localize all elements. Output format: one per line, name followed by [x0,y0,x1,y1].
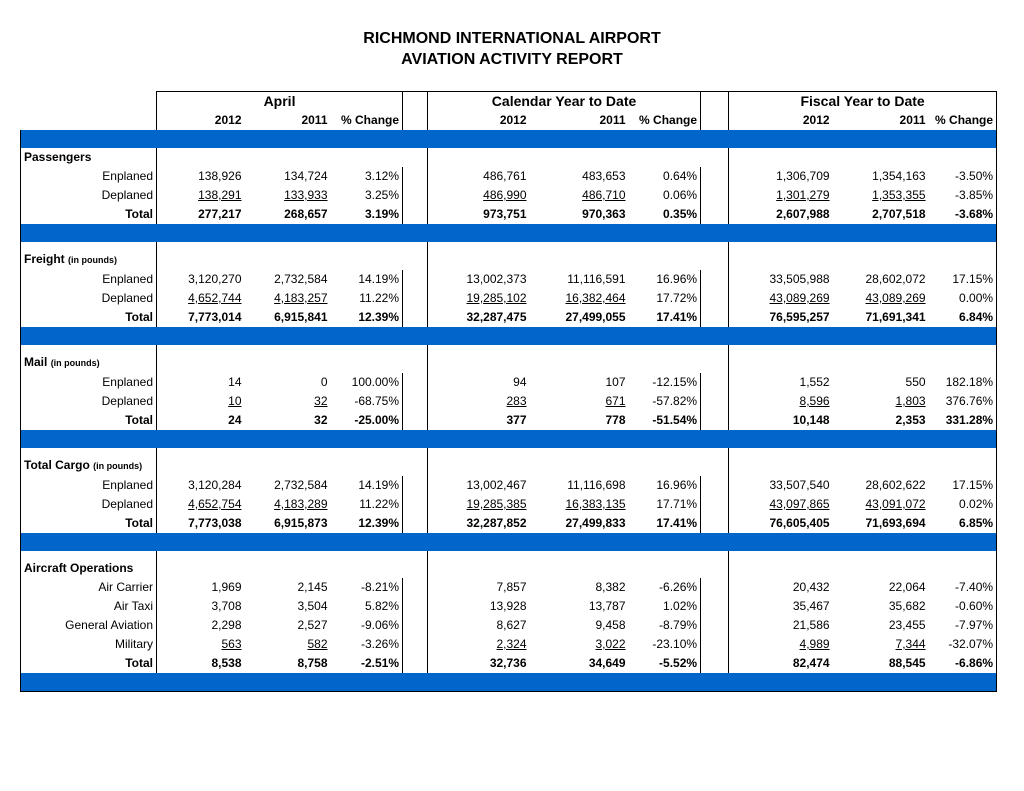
value-cell: 34,649 [588,656,626,670]
value-cell: 43,089,269 [769,291,830,305]
value-cell: 7,344 [895,637,926,651]
section-unit: (in pounds) [50,358,100,368]
value-cell: 2,732,584 [274,478,328,492]
value-cell: 13,002,467 [466,478,527,492]
percent-change-cell: -9.06% [361,618,400,632]
value-cell: 134,724 [284,169,328,183]
col-change: % Change [639,113,698,127]
percent-change-cell: -51.54% [652,413,698,427]
percent-change-cell: -12.15% [652,375,698,389]
year-header-row [21,111,997,130]
value-cell: 970,363 [582,207,626,221]
value-cell: 8,627 [496,618,527,632]
value-cell: 2,298 [211,618,242,632]
value-cell: 1,353,355 [872,188,926,202]
value-cell: 563 [221,637,242,651]
value-cell: 4,183,289 [274,497,328,511]
percent-change-cell: 3.12% [365,169,400,183]
section-header-row [21,148,997,167]
percent-change-cell: -3.50% [955,169,994,183]
row-label: Deplaned [21,495,157,514]
spacer-row [21,448,997,456]
value-cell: 35,682 [888,599,926,613]
value-cell: 33,505,988 [769,272,830,286]
data-row [21,495,997,514]
value-cell: 13,787 [588,599,626,613]
value-cell: 32,736 [489,656,527,670]
percent-change-cell: 17.15% [952,478,994,492]
value-cell: 778 [605,413,626,427]
col-change: % Change [341,113,400,127]
value-cell: 4,989 [799,637,830,651]
value-cell: 2,707,518 [872,207,926,221]
value-cell: 2,607,988 [776,207,830,221]
percent-change-cell: 0.06% [663,188,698,202]
percent-change-cell: -7.97% [955,618,994,632]
row-label: General Aviation [21,616,157,635]
value-cell: 486,710 [582,188,626,202]
value-cell: 6,915,873 [274,516,328,530]
percent-change-cell: -3.26% [361,637,400,651]
value-cell: 3,022 [595,637,626,651]
percent-change-cell: -2.51% [361,656,400,670]
blue-divider-row [21,224,997,242]
value-cell: 8,596 [799,394,830,408]
value-cell: 2,527 [297,618,328,632]
value-cell: 3,120,284 [188,478,242,492]
value-cell: 8,538 [211,656,242,670]
value-cell: 582 [307,637,328,651]
value-cell: 1,306,709 [776,169,830,183]
percent-change-cell: -7.40% [955,580,994,594]
value-cell: 16,383,135 [565,497,626,511]
row-label: Deplaned [21,392,157,411]
value-cell: 19,285,385 [466,497,527,511]
value-cell: 8,382 [595,580,626,594]
data-row [21,597,997,616]
value-cell: 27,499,833 [565,516,626,530]
value-cell: 1,552 [799,375,830,389]
percent-change-cell: -6.26% [659,580,698,594]
value-cell: 268,657 [284,207,328,221]
value-cell: 1,969 [211,580,242,594]
value-cell: 4,652,744 [188,291,242,305]
data-row [21,476,997,495]
total-row [21,411,997,430]
value-cell: 973,751 [483,207,527,221]
value-cell: 20,432 [792,580,830,594]
value-cell: 7,773,038 [188,516,242,530]
row-label: Enplaned [21,167,157,186]
value-cell: 11,116,698 [567,478,626,492]
data-row [21,270,997,289]
percent-change-cell: -68.75% [354,394,400,408]
blue-divider-row [21,327,997,345]
value-cell: 483,653 [582,169,626,183]
percent-change-cell: 1.02% [663,599,698,613]
value-cell: 3,708 [211,599,242,613]
percent-change-cell: -5.52% [659,656,698,670]
section-header-row [21,353,997,373]
percent-change-cell: 5.82% [365,599,400,613]
row-label: Deplaned [21,289,157,308]
value-cell: 21,586 [792,618,830,632]
activity-table [20,91,997,692]
value-cell: 24 [228,413,242,427]
percent-change-cell: 100.00% [351,375,400,389]
data-row [21,186,997,205]
percent-change-cell: 17.41% [656,516,698,530]
group-header-calendar: Calendar Year to Date [428,92,701,112]
value-cell: 2,732,584 [274,272,328,286]
section-name: Passengers [24,150,92,164]
data-row [21,578,997,597]
group-header-april: April [157,92,403,112]
percent-change-cell: 17.71% [656,497,698,511]
percent-change-cell: -8.21% [361,580,400,594]
col-2012: 2012 [802,113,830,127]
percent-change-cell: 0.02% [959,497,994,511]
value-cell: 1,354,163 [872,169,926,183]
percent-change-cell: 3.19% [365,207,400,221]
section-title [21,250,157,270]
percent-change-cell: 14.19% [358,478,400,492]
value-cell: 7,773,014 [188,310,242,324]
section-name: Total Cargo [24,458,90,472]
value-cell: 13,002,373 [466,272,527,286]
value-cell: 138,926 [198,169,242,183]
percent-change-cell: 17.72% [656,291,698,305]
row-label: Deplaned [21,186,157,205]
data-row [21,289,997,308]
percent-change-cell: 12.39% [358,516,400,530]
value-cell: 10,148 [792,413,830,427]
percent-change-cell: -6.86% [955,656,994,670]
total-row [21,205,997,224]
percent-change-cell: -23.10% [652,637,698,651]
value-cell: 28,602,072 [865,272,926,286]
spacer-row [21,345,997,353]
value-cell: 277,217 [198,207,242,221]
percent-change-cell: 376.76% [945,394,994,408]
section-title [21,456,157,476]
value-cell: 32 [314,394,328,408]
value-cell: 43,091,072 [865,497,926,511]
percent-change-cell: -0.60% [955,599,994,613]
value-cell: 23,455 [888,618,926,632]
group-header-fiscal: Fiscal Year to Date [729,92,997,112]
value-cell: 19,285,102 [466,291,527,305]
percent-change-cell: 11.22% [359,291,400,305]
value-cell: 1,301,279 [776,188,830,202]
value-cell: 27,499,055 [565,310,626,324]
percent-change-cell: 17.15% [952,272,994,286]
value-cell: 7,857 [496,580,527,594]
value-cell: 82,474 [792,656,830,670]
percent-change-cell: 6.84% [959,310,994,324]
section-header-row [21,559,997,578]
col-change: % Change [929,111,997,130]
value-cell: 22,064 [888,580,926,594]
percent-change-cell: -8.79% [659,618,698,632]
value-cell: 11,116,591 [567,272,626,286]
value-cell: 2,353 [895,413,926,427]
value-cell: 32 [314,413,328,427]
value-cell: 550 [905,375,926,389]
col-2011: 2011 [301,113,328,127]
row-label: Enplaned [21,270,157,289]
percent-change-cell: -3.85% [955,188,994,202]
data-row [21,635,997,654]
value-cell: 16,382,464 [565,291,626,305]
value-cell: 107 [605,375,626,389]
section-title [21,559,157,578]
percent-change-cell: 16.96% [656,272,698,286]
value-cell: 71,691,341 [865,310,926,324]
value-cell: 4,652,754 [188,497,242,511]
value-cell: 1,803 [895,394,926,408]
value-cell: 76,605,405 [769,516,830,530]
value-cell: 94 [513,375,527,389]
row-label: Enplaned [21,373,157,392]
row-label: Air Carrier [21,578,157,597]
value-cell: 35,467 [792,599,830,613]
percent-change-cell: 0.64% [663,169,698,183]
percent-change-cell: 3.25% [365,188,400,202]
value-cell: 2,324 [496,637,527,651]
total-row [21,654,997,673]
value-cell: 43,097,865 [769,497,830,511]
value-cell: 14 [228,375,242,389]
percent-change-cell: -32.07% [948,637,994,651]
value-cell: 6,915,841 [274,310,328,324]
total-row [21,308,997,327]
total-row [21,514,997,533]
row-label: Total [21,411,157,430]
data-row [21,392,997,411]
value-cell: 9,458 [595,618,626,632]
blue-divider-row [21,130,997,148]
value-cell: 76,595,257 [769,310,830,324]
value-cell: 3,120,270 [188,272,242,286]
value-cell: 3,504 [297,599,328,613]
value-cell: 377 [506,413,527,427]
group-header-row [21,92,997,112]
percent-change-cell: 17.41% [656,310,698,324]
value-cell: 32,287,475 [466,310,527,324]
value-cell: 28,602,622 [865,478,926,492]
col-2011: 2011 [899,113,926,127]
section-name: Freight [24,252,65,266]
percent-change-cell: 331.28% [945,413,994,427]
section-unit: (in pounds) [68,255,118,265]
value-cell: 88,545 [888,656,926,670]
value-cell: 32,287,852 [466,516,527,530]
section-name: Mail [24,355,48,369]
col-2011: 2011 [599,113,626,127]
row-label: Total [21,308,157,327]
row-label: Air Taxi [21,597,157,616]
value-cell: 671 [605,394,626,408]
percent-change-cell: 6.85% [959,516,994,530]
value-cell: 283 [506,394,527,408]
value-cell: 0 [320,375,328,389]
value-cell: 486,761 [483,169,527,183]
value-cell: 138,291 [198,188,242,202]
percent-change-cell: 0.00% [959,291,994,305]
value-cell: 2,145 [297,580,328,594]
blue-divider-row [21,533,997,551]
row-label: Military [21,635,157,654]
percent-change-cell: 16.96% [656,478,698,492]
section-title [21,148,157,167]
value-cell: 486,990 [483,188,527,202]
percent-change-cell: 0.35% [663,207,698,221]
value-cell: 8,758 [297,656,328,670]
percent-change-cell: 182.18% [945,375,994,389]
percent-change-cell: 11.22% [359,497,400,511]
blue-divider-row [21,430,997,448]
section-title [21,353,157,373]
data-row [21,167,997,186]
data-row [21,373,997,392]
row-label: Total [21,514,157,533]
percent-change-cell: -3.68% [955,207,994,221]
value-cell: 71,693,694 [865,516,926,530]
row-label: Total [21,205,157,224]
section-name: Aircraft Operations [24,561,134,575]
value-cell: 10 [228,394,242,408]
row-label: Total [21,654,157,673]
value-cell: 4,183,257 [274,291,328,305]
row-label: Enplaned [21,476,157,495]
report-subtitle: AVIATION ACTIVITY REPORT [401,51,623,68]
blue-divider-row [21,673,997,692]
value-cell: 133,933 [284,188,328,202]
percent-change-cell: 12.39% [358,310,400,324]
value-cell: 43,089,269 [865,291,926,305]
percent-change-cell: -57.82% [652,394,698,408]
percent-change-cell: 14.19% [358,272,400,286]
value-cell: 13,928 [489,599,527,613]
col-2012: 2012 [499,113,527,127]
section-header-row [21,456,997,476]
spacer-row [21,551,997,559]
percent-change-cell: -25.00% [354,413,400,427]
value-cell: 33,507,540 [769,478,830,492]
section-unit: (in pounds) [93,461,143,471]
report-title: RICHMOND INTERNATIONAL AIRPORT [363,30,661,47]
col-2012: 2012 [157,111,245,130]
spacer-row [21,242,997,250]
section-header-row [21,250,997,270]
data-row [21,616,997,635]
